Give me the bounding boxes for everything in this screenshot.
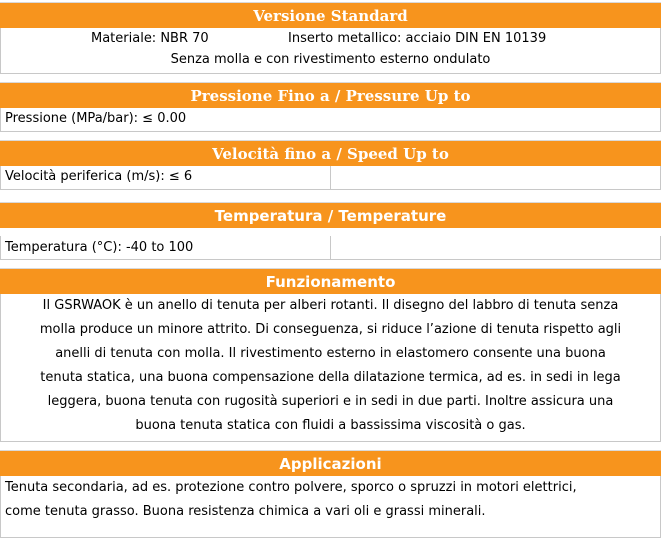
temperature-cell — [1, 236, 331, 259]
temperature-header: Temperatura / Temperature — [0, 202, 661, 228]
function-line: Il GSRWAOK è un anello di tenuta per alberi rotanti. Il disegno del labbro di tenuta senza — [42, 298, 619, 313]
temperature-value: Temperatura (°C): -40 to 100 — [5, 240, 194, 255]
standard-header: Versione Standard — [0, 2, 661, 28]
material-line — [1, 31, 660, 51]
function-line: leggera, buona tenuta con rugosità superiori e in sedi in due parti. Inoltre assicura una — [47, 394, 614, 409]
material-text: Materiale: NBR 70 — [91, 31, 209, 46]
applications-body — [0, 476, 661, 538]
function-line: tenuta statica, una buona compensazione della dilatazione termica, ad es. in sedi in lega — [40, 370, 621, 385]
temperature-empty-cell — [331, 236, 660, 259]
pressure-header: Pressione Fino a / Pressure Up to — [0, 82, 661, 108]
function-line: molla produce un minore attrito. Di conseguenza, si riduce l’azione di tenuta rispetto agli — [39, 322, 622, 337]
speed-value: Velocità periferica (m/s): ≤ 6 — [5, 169, 193, 184]
function-line: anelli di tenuta con molla. Il rivestimento esterno in elastomero consente una buona — [55, 346, 606, 361]
speed-row — [0, 166, 661, 190]
insert-text: Inserto metallico: acciaio DIN EN 10139 — [288, 31, 547, 46]
standard-description: Senza molla e con rivestimento esterno ondulato — [170, 52, 491, 67]
function-body — [0, 294, 661, 442]
pressure-value: Pressione (MPa/bar): ≤ 0.00 — [5, 111, 187, 126]
applications-header: Applicazioni — [0, 450, 661, 476]
standard-details — [0, 28, 661, 74]
speed-empty-cell — [331, 166, 660, 189]
temperature-row — [0, 236, 661, 260]
speed-header: Velocità fino a / Speed Up to — [0, 140, 661, 166]
applications-line: come tenuta grasso. Buona resistenza chimica a vari oli e grassi minerali. — [5, 504, 486, 519]
function-header: Funzionamento — [0, 268, 661, 294]
applications-line: Tenuta secondaria, ad es. protezione contro polvere, sporco o spruzzi in motori elettrici, — [5, 480, 577, 495]
pressure-row — [0, 108, 661, 132]
speed-cell — [1, 166, 331, 189]
function-line: buona tenuta statica con fluidi a bassissima viscosità o gas. — [135, 418, 526, 433]
